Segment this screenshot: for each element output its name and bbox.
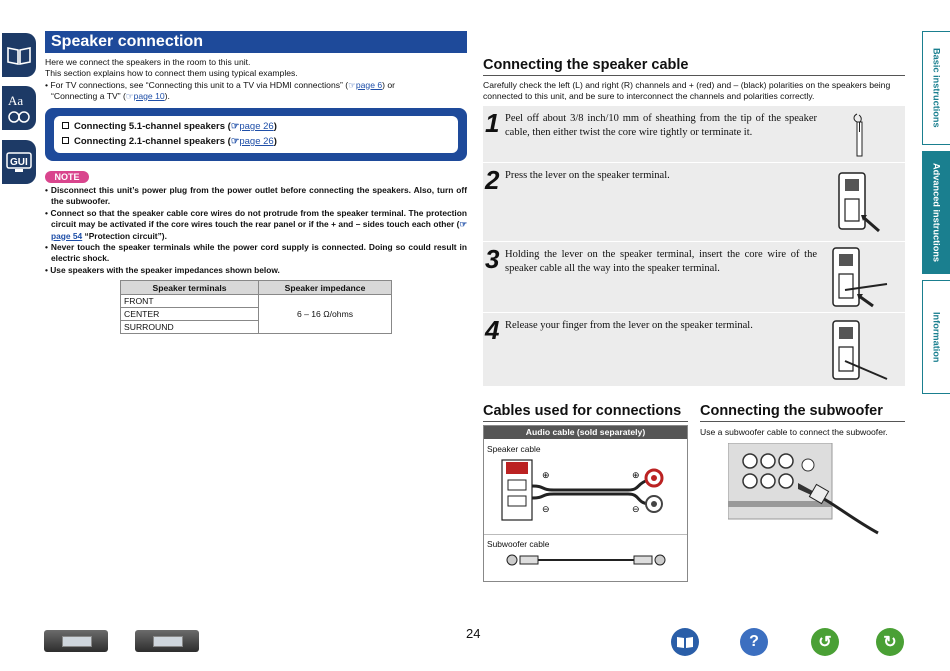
gui-icon[interactable] <box>2 140 36 184</box>
page-link[interactable]: page 26 <box>239 121 274 132</box>
svg-text:⊕: ⊕ <box>632 470 640 480</box>
subwoofer-cable-illustration <box>504 552 669 568</box>
page-title: Speaker connection <box>45 31 467 53</box>
page-number: 24 <box>466 626 481 641</box>
notes-list <box>45 185 467 276</box>
step-2 <box>483 163 905 241</box>
table-cell: FRONT <box>121 295 259 308</box>
tab-information[interactable] <box>922 280 950 394</box>
forward-arrow-icon[interactable]: ↻ <box>876 628 904 656</box>
step-number: 4 <box>485 315 500 345</box>
table-cell: 6 – 16 Ω/ohms <box>259 295 392 334</box>
connection-item[interactable]: Connecting 5.1-channel speakers (☞page 26) <box>62 119 450 134</box>
svg-text:Aa: Aa <box>8 93 24 108</box>
section-heading: Connecting the speaker cable <box>483 57 905 76</box>
note-text-part: • Connect so that the speaker cable core wires do not protrude from the speaker terminal. The protection circuit may be activated if the core wires touch the rear panel or if the + and – sides touch each other ( <box>45 207 467 230</box>
tab-label: Basic instructions <box>931 48 942 128</box>
intro-line: Here we connect the speakers in the room to this unit. <box>45 57 251 67</box>
ref-arrow-icon: ☞ <box>348 79 356 90</box>
contents-book-icon[interactable] <box>671 628 699 656</box>
svg-text:⊖: ⊖ <box>542 504 550 514</box>
note-badge: NOTE <box>45 171 89 183</box>
terminal-insert-icon <box>829 244 891 310</box>
back-arrow-icon[interactable]: ↺ <box>811 628 839 656</box>
connection-label: Connecting 2.1-channel speakers <box>74 136 225 147</box>
svg-text:⊕: ⊕ <box>542 470 550 480</box>
checkbox-bullet-icon <box>62 122 69 129</box>
step-number: 2 <box>485 165 500 195</box>
page-link[interactable]: page 6 <box>355 79 383 90</box>
cable-tip-icon <box>851 110 871 160</box>
step-text: Holding the lever on the speaker terminal, insert the core wire of the speaker cable all the way into the speaker terminal. <box>505 249 817 274</box>
intro-line: This section explains how to connect them using typical examples. <box>45 68 298 79</box>
table-cell: SURROUND <box>121 321 259 334</box>
intro-text <box>45 57 469 102</box>
subwoofer-connection-illustration <box>728 443 880 535</box>
table-header: Speaker impedance <box>259 281 392 295</box>
table-header: Speaker terminals <box>121 281 259 295</box>
checkbox-bullet-icon <box>62 137 69 144</box>
page-link[interactable]: page 10 <box>133 90 165 101</box>
divider <box>484 534 687 535</box>
section-description: Use a subwoofer cable to connect the subwoofer. <box>700 427 888 437</box>
glossary-icon[interactable] <box>2 86 36 130</box>
speaker-cable-illustration <box>498 456 678 526</box>
intro-text-part: ) or <box>382 79 396 90</box>
display-icon[interactable] <box>135 630 199 652</box>
note-item: • Never touch the speaker terminals while the power cord supply is connected. Doing so could result in electric shock. <box>45 242 467 264</box>
ref-arrow-icon: ☞ <box>230 136 240 147</box>
step-number: 3 <box>485 244 500 274</box>
intro-text-part: ). <box>164 90 170 101</box>
impedance-table <box>120 280 392 334</box>
note-item <box>45 208 467 242</box>
intro-text-part: • For TV connections, see “Connecting this unit to a TV via HDMI connections” ( <box>45 79 349 90</box>
ref-arrow-icon: ☞ <box>125 90 134 101</box>
tab-label: Advanced instructions <box>931 162 942 263</box>
page-link[interactable]: page 54 <box>51 230 83 241</box>
connection-item[interactable]: Connecting 2.1-channel speakers (☞page 26) <box>62 134 450 149</box>
table-cell: CENTER <box>121 308 259 321</box>
intro-line <box>45 80 469 91</box>
intro-line <box>45 91 469 102</box>
note-item: • Disconnect this unit’s power plug from the power outlet before connecting the speakers. Also, turn off the subwoofer. <box>45 185 467 207</box>
speaker-cable-label: Speaker cable <box>487 444 541 454</box>
tab-basic-instructions[interactable] <box>922 31 950 145</box>
note-text-part: “Protection circuit”). <box>82 230 167 241</box>
step-text: Release your finger from the lever on the speaker terminal. <box>505 320 753 331</box>
terminal-press-icon <box>835 169 881 235</box>
intro-text-part: “Connecting a TV” ( <box>51 90 126 101</box>
step-text: Peel off about 3/8 inch/10 mm of sheathing from the tip of the speaker cable, then either twist the core wire tightly or terminate it. <box>505 113 817 138</box>
note-item: • Use speakers with the speaker impedances shown below. <box>45 264 280 275</box>
step-4 <box>483 313 905 386</box>
svg-text:GUI: GUI <box>10 157 28 168</box>
tab-advanced-instructions[interactable] <box>922 151 950 274</box>
section-heading: Connecting the subwoofer <box>700 403 905 422</box>
ref-arrow-icon: ☞ <box>230 121 240 132</box>
step-number: 1 <box>485 108 500 138</box>
step-text: Press the lever on the speaker terminal. <box>505 170 670 181</box>
page-link[interactable]: page 26 <box>239 136 274 147</box>
subwoofer-cable-label: Subwoofer cable <box>487 539 550 549</box>
svg-text:⊖: ⊖ <box>632 504 640 514</box>
step-1 <box>483 106 905 162</box>
terminal-release-icon <box>829 317 891 383</box>
section-description: Carefully check the left (L) and right (R) channels and + (red) and – (black) polarities on the speakers being connected to this unit, and be sure to interconnect the channels and polarities correctly. <box>483 80 891 102</box>
step-3 <box>483 242 905 312</box>
book-icon[interactable] <box>2 33 36 77</box>
cable-table <box>483 425 688 582</box>
help-question-icon[interactable]: ? <box>740 628 768 656</box>
ref-arrow-icon: ☞ <box>459 219 467 230</box>
connection-links-box <box>45 108 467 161</box>
cable-table-header: Audio cable (sold separately) <box>484 426 687 439</box>
section-heading: Cables used for connections <box>483 403 688 422</box>
connection-label: Connecting 5.1-channel speakers <box>74 121 225 132</box>
tab-label: Information <box>931 311 942 363</box>
front-panel-icon[interactable] <box>44 630 108 652</box>
